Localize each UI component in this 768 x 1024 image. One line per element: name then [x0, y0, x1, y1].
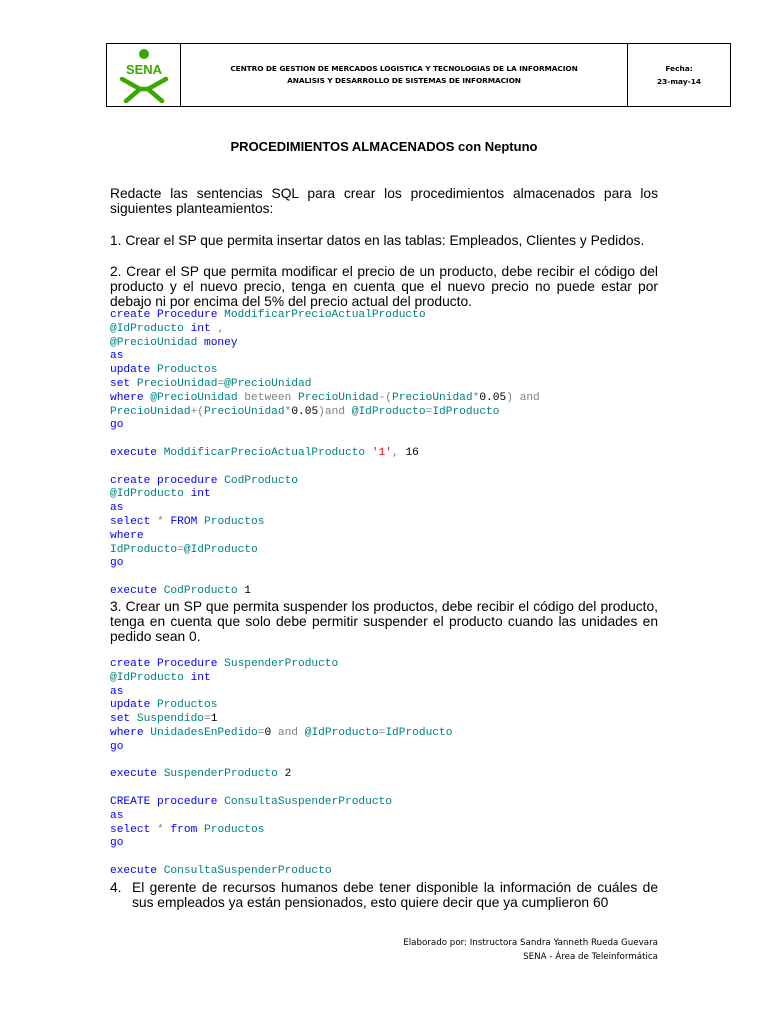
code-token: update [110, 364, 157, 377]
code-line [110, 699, 217, 711]
code-token: 0 [264, 726, 278, 739]
code-line [110, 406, 499, 418]
code-line [110, 585, 251, 597]
code-token: ConsultaSuspenderProducto [163, 864, 332, 877]
code-token: 0.05 [479, 391, 507, 404]
code-token: * [472, 391, 480, 404]
code-token: 1 [210, 713, 218, 726]
date-label: Fecha: [665, 64, 693, 73]
code-token: go [110, 419, 124, 432]
code-token: @PrecioUnidad [110, 336, 204, 349]
code-token: 2 [284, 768, 292, 781]
code-token: = [204, 713, 211, 726]
code-token: 1 [244, 584, 252, 597]
institution-cell [181, 44, 628, 106]
code-token: as [110, 502, 124, 515]
code-token: * [157, 515, 171, 528]
code-token: CodProducto [224, 474, 298, 487]
date-cell [628, 44, 730, 106]
code-token: @IdProducto [183, 543, 258, 556]
code-token: @IdProducto [110, 488, 191, 501]
code-line [110, 796, 392, 808]
date-value: 23-may-14 [657, 77, 701, 86]
code-line [110, 488, 211, 500]
code-token: * [284, 405, 292, 418]
code-token: Productos [204, 823, 265, 836]
code-line [110, 475, 298, 487]
logo-cell [107, 44, 181, 106]
code-token: @PrecioUnidad [224, 377, 312, 390]
code-token: PrecioUnidad [204, 405, 285, 418]
code-token: and [277, 726, 305, 739]
code-token: execute [110, 446, 164, 459]
code-token: @PrecioUnidad [150, 391, 245, 404]
code-line [110, 713, 217, 725]
code-token: select [110, 515, 157, 528]
code-token: ModdificarPrecioActualProducto [163, 446, 372, 459]
code-token: Productos [204, 515, 265, 528]
code-token: SuspenderProducto [224, 658, 339, 670]
code-token: between [244, 391, 299, 404]
code-token: )and [318, 405, 352, 418]
code-token: -( [378, 391, 393, 404]
code-line [110, 865, 332, 877]
code-token: IdProducto [385, 726, 453, 739]
intro-paragraph: Redacte las sentencias SQL para crear los procedimientos almacenados para los siguientes planteamientos: [110, 186, 658, 216]
code-token: 0.05 [291, 405, 319, 418]
code-token: where [110, 529, 144, 542]
code-line [110, 824, 264, 836]
code-token: = [425, 405, 433, 418]
code-line [110, 516, 264, 528]
code-line [110, 837, 123, 849]
code-line [110, 530, 144, 542]
institution-line-1: CENTRO DE GESTION DE MERCADOS LOGISTICA Y TECNOLOGIAS DE LA INFORMACION [230, 64, 578, 73]
code-token: @IdProducto [110, 671, 191, 684]
code-token: FROM [170, 515, 205, 528]
code-token: CREATE procedure [110, 795, 225, 808]
item-3: 3. Crear un SP que permita suspender los productos, debe recibir el código del producto, tenga en cuenta que solo debe permitir suspender el producto cuando las unidades en pedido sean 0. [110, 599, 658, 644]
code-token: create Procedure [110, 658, 225, 670]
footer-department: SENA - Área de Teleinformática [523, 952, 658, 962]
code-line [110, 502, 123, 514]
code-line [110, 419, 123, 431]
item-4-number: 4. [110, 880, 122, 895]
code-token: IdProducto [110, 543, 178, 556]
item-4-text: El gerente de recursos humanos debe tener disponible la información de cuáles de sus empleados ya están pensionados, esto quiere decir que ya cumplieron 60 [132, 880, 658, 910]
code-token: int [190, 671, 211, 684]
code-token: @IdProducto [304, 726, 379, 739]
code-token: = [378, 726, 386, 739]
code-token: select [110, 823, 157, 836]
code-token: execute [110, 864, 164, 877]
code-token: create Procedure [110, 309, 225, 321]
code-line [110, 447, 419, 459]
code-token: CodProducto [163, 584, 245, 597]
code-token: PrecioUnidad [392, 391, 473, 404]
sena-logo [116, 47, 172, 103]
code-token: set [110, 713, 137, 726]
code-token: execute [110, 768, 164, 781]
code-token: Productos [157, 699, 218, 712]
code-token: , [217, 322, 225, 335]
code-line [110, 557, 123, 569]
code-token: @IdProducto [351, 405, 426, 418]
code-token: from [170, 823, 205, 836]
code-token: PrecioUnidad [136, 377, 218, 390]
code-token: = [257, 726, 265, 739]
code-line [110, 727, 452, 739]
code-token: as [110, 809, 124, 822]
code-token: Suspendido [136, 713, 204, 726]
code-token: '1' [371, 446, 392, 459]
code-token: int [190, 322, 218, 335]
code-token: UnidadesEnPedido [150, 726, 258, 739]
code-token: @IdProducto [110, 322, 191, 335]
code-line [110, 323, 224, 335]
page-title: PROCEDIMIENTOS ALMACENADOS con Neptuno [230, 139, 538, 154]
code-token: +( [190, 405, 205, 418]
code-block-2 [110, 658, 452, 879]
item-1: 1. Crear el SP que permita insertar datos en las tablas: Empleados, Clientes y Pedidos. [110, 233, 645, 248]
document-footer [403, 936, 658, 964]
code-line [110, 686, 123, 698]
code-line [110, 378, 311, 390]
code-token: execute [110, 584, 164, 597]
code-line [110, 741, 123, 753]
code-token: go [110, 740, 124, 753]
code-line [110, 364, 217, 376]
code-token: , [392, 446, 406, 459]
code-line [110, 392, 540, 404]
svg-text:SENA: SENA [125, 62, 162, 77]
code-token: ModdificarPrecioActualProducto [224, 309, 426, 321]
code-token: where [110, 726, 151, 739]
code-token: ConsultaSuspenderProducto [224, 795, 392, 808]
code-token: money [204, 336, 238, 349]
document-header [106, 43, 731, 107]
code-token: create procedure [110, 474, 225, 487]
code-line [110, 309, 426, 321]
code-token: set [110, 377, 137, 390]
footer-author: Elaborado por: Instructora Sandra Yanneth Rueda Guevara [403, 938, 658, 948]
code-token: IdProducto [432, 405, 500, 418]
code-token: go [110, 837, 124, 850]
code-line [110, 810, 123, 822]
code-token: where [110, 391, 151, 404]
code-token: * [157, 823, 171, 836]
code-line [110, 672, 211, 684]
code-token: SuspenderProducto [163, 768, 285, 781]
code-token: as [110, 350, 124, 363]
item-4 [110, 880, 658, 910]
code-token: = [177, 543, 184, 556]
code-line [110, 658, 338, 670]
code-token: PrecioUnidad [110, 405, 191, 418]
institution-line-2: ANALISIS Y DESARROLLO DE SISTEMAS DE INFORMACION [287, 76, 521, 85]
code-token: go [110, 557, 124, 570]
code-line [110, 337, 238, 349]
code-line [110, 350, 123, 362]
code-token: update [110, 699, 157, 712]
code-token: = [217, 377, 225, 390]
code-block-1 [110, 309, 540, 599]
code-token: int [190, 488, 211, 501]
item-2: 2. Crear el SP que permita modificar el precio de un producto, debe recibir el código del producto y el nuevo precio, tenga en cuenta que el nuevo precio no puede estar por debajo ni por encima del 5% del precio actual del producto. [110, 264, 658, 309]
code-token: ) and [506, 391, 540, 404]
code-token: 16 [405, 446, 419, 459]
code-line [110, 544, 258, 556]
code-line [110, 768, 291, 780]
code-token: Productos [157, 364, 218, 377]
code-token: as [110, 685, 124, 698]
code-token: PrecioUnidad [298, 391, 379, 404]
